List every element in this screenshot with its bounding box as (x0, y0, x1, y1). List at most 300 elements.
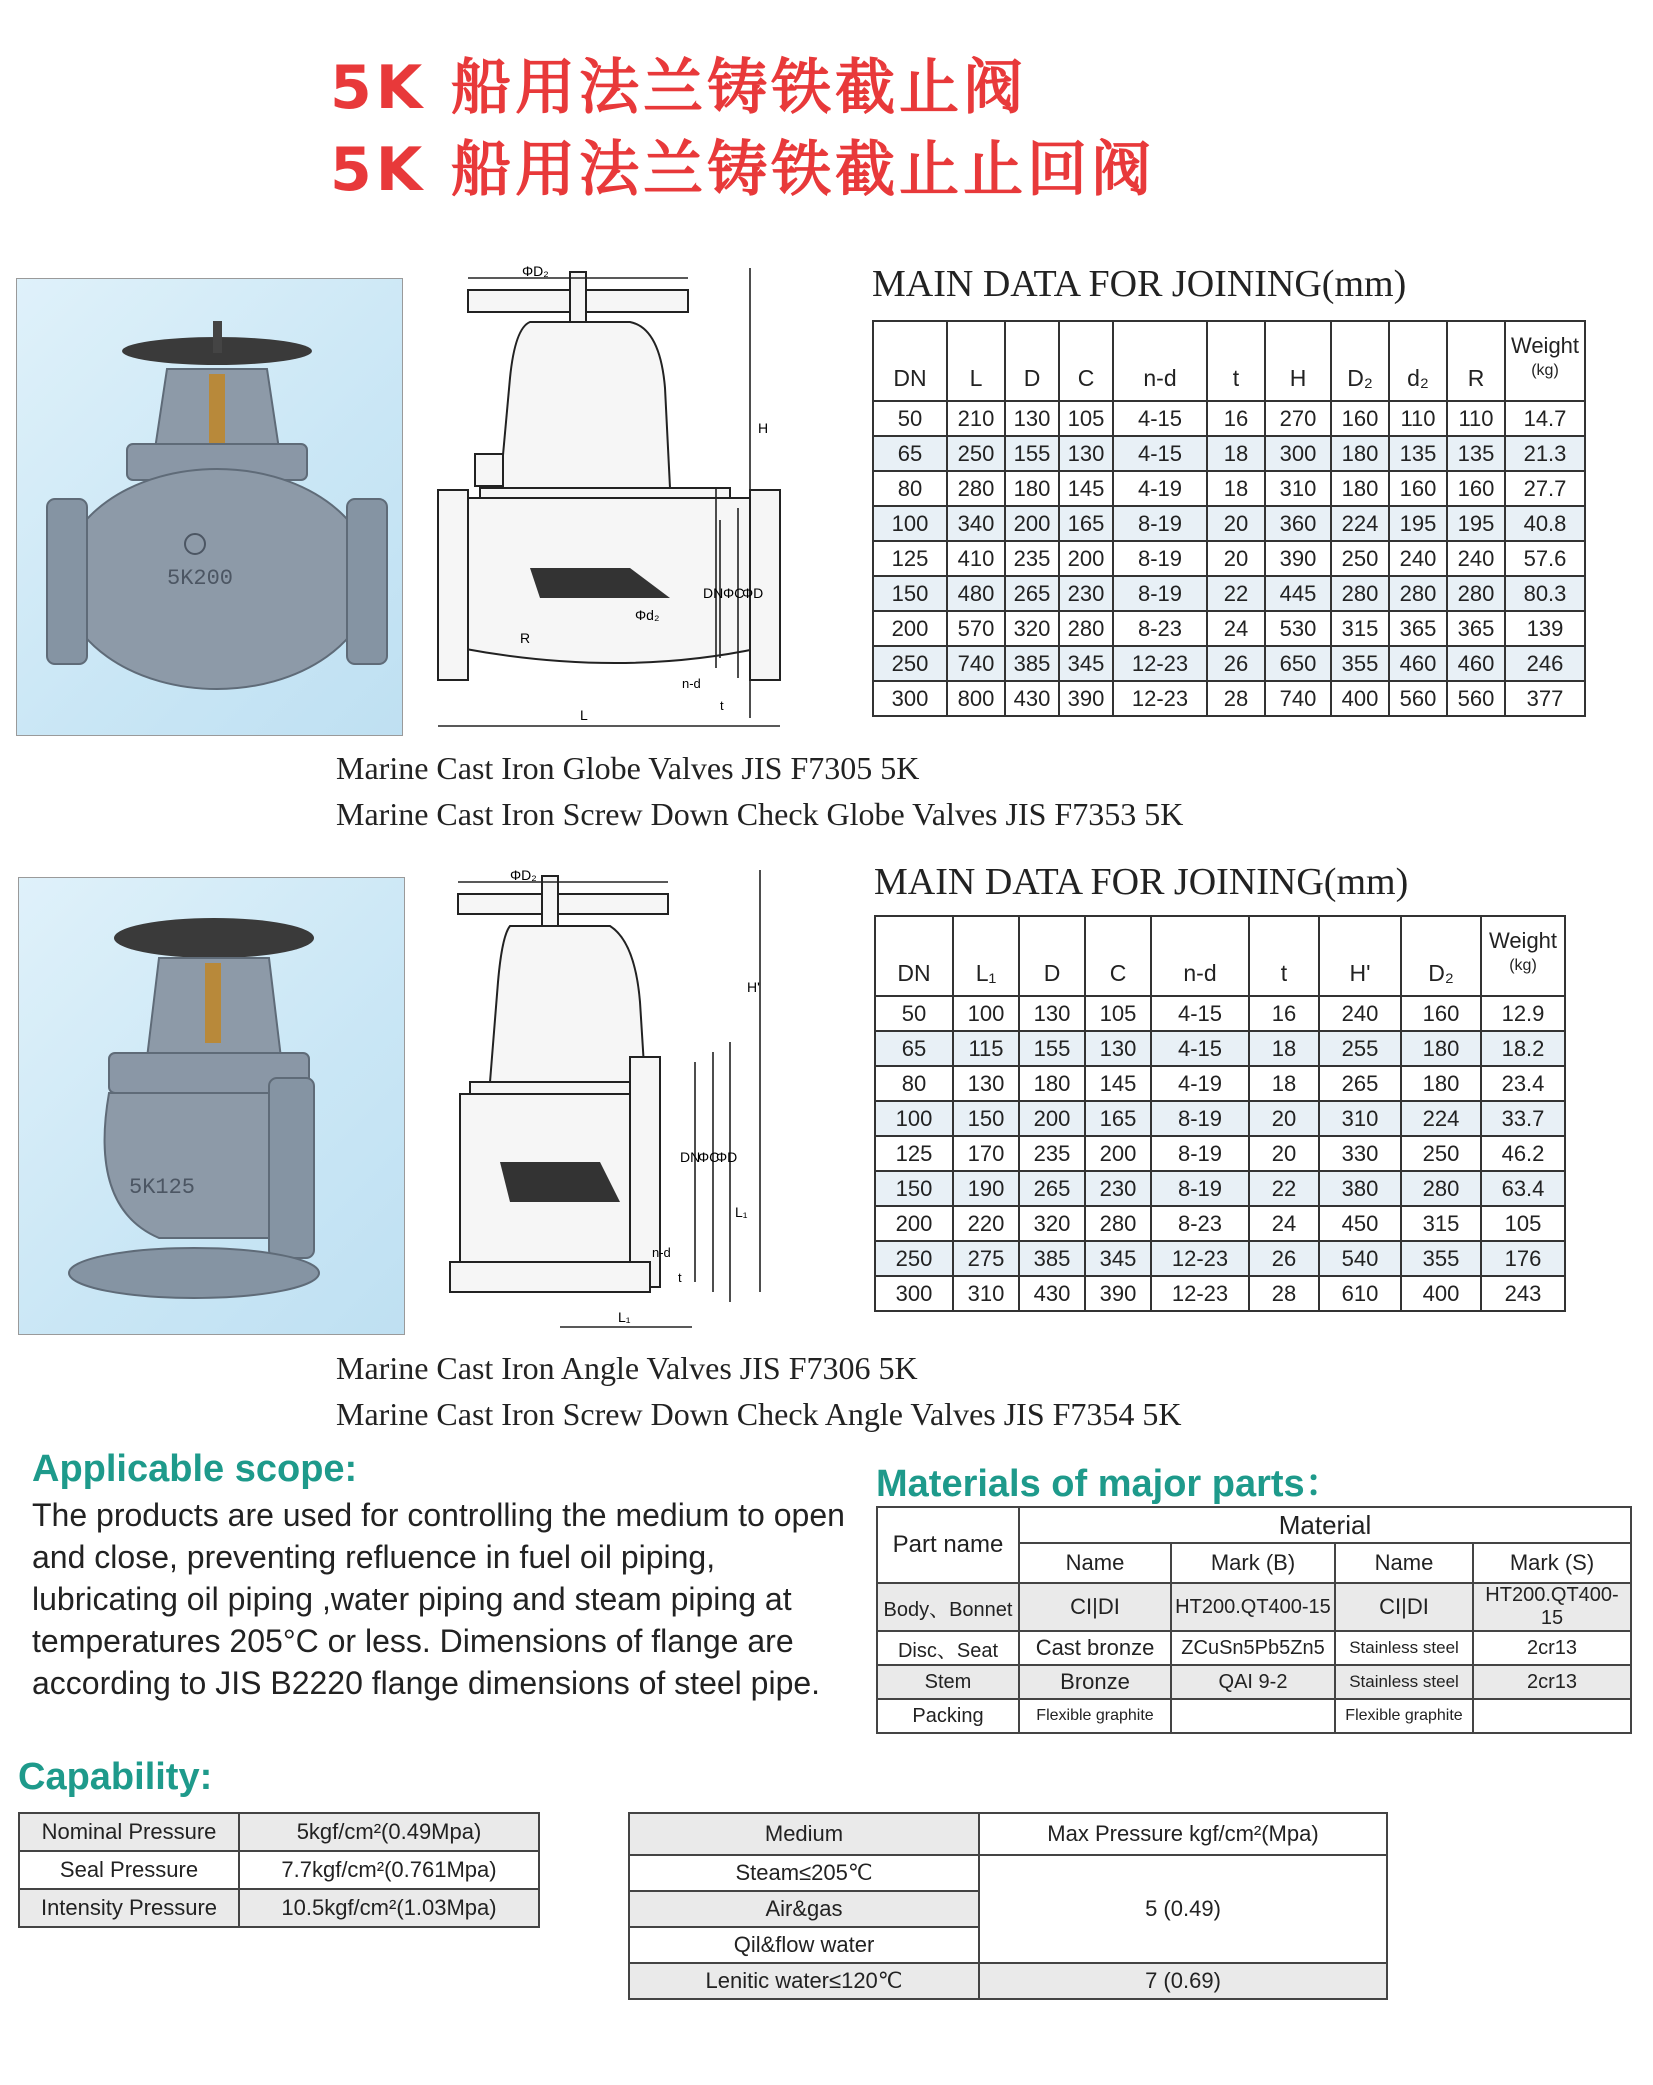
table-row (873, 506, 1585, 541)
sub-header: Mark (B) (1171, 1543, 1335, 1583)
table-row (873, 611, 1585, 646)
medium-value: Air&gas (629, 1891, 979, 1927)
table-cell: 210 (947, 401, 1005, 436)
table-cell: 4-15 (1151, 1031, 1249, 1066)
col-header: C (1085, 916, 1151, 996)
material-cell: Packing (877, 1699, 1019, 1733)
globe-data-table (872, 320, 1586, 717)
col-header: n-d (1113, 321, 1207, 401)
table-cell: 480 (947, 576, 1005, 611)
medium-header: Medium (629, 1813, 979, 1855)
table-row (877, 1699, 1631, 1733)
table-cell: 385 (1005, 646, 1059, 681)
globe-dim-dd2: Φd₂ (635, 607, 660, 623)
table-cell: 4-15 (1113, 401, 1207, 436)
table-row (875, 1206, 1565, 1241)
globe-dim-nd: n-d (682, 676, 701, 691)
angle-dim-h: H' (747, 979, 760, 995)
table-cell: 26 (1207, 646, 1265, 681)
table-cell: 345 (1059, 646, 1113, 681)
table-cell: 155 (1005, 436, 1059, 471)
table-cell: 365 (1389, 611, 1447, 646)
table-cell: 46.2 (1481, 1136, 1565, 1171)
table-cell: 105 (1059, 401, 1113, 436)
table-cell: 18 (1249, 1031, 1319, 1066)
col-header: L (947, 321, 1005, 401)
table-cell: 230 (1085, 1171, 1151, 1206)
globe-dim-t: t (720, 698, 724, 713)
col-header: D₂ (1401, 916, 1481, 996)
material-cell: Body、Bonnet (877, 1583, 1019, 1631)
table-cell: 4-19 (1151, 1066, 1249, 1101)
globe-dim-dn: DN (703, 585, 724, 601)
table-cell: 250 (1401, 1136, 1481, 1171)
table-cell: 20 (1249, 1101, 1319, 1136)
angle-table-body (875, 996, 1565, 1311)
table-cell: 315 (1401, 1206, 1481, 1241)
col-header: D (1005, 321, 1059, 401)
part-name-header: Part name (877, 1507, 1019, 1583)
table-cell: 27.7 (1505, 471, 1585, 506)
table-cell: 100 (873, 506, 947, 541)
material-cell: Flexible graphite (1335, 1699, 1473, 1733)
col-header: D (1019, 916, 1085, 996)
material-cell: Stainless steel (1335, 1665, 1473, 1699)
table-row (19, 1813, 539, 1851)
globe-dim-r: R (520, 630, 531, 646)
capability-label: Seal Pressure (19, 1851, 239, 1889)
table-cell: 125 (875, 1136, 953, 1171)
table-cell: 270 (1265, 401, 1331, 436)
table-cell: 265 (1019, 1171, 1085, 1206)
table-cell: 170 (953, 1136, 1019, 1171)
medium-value: Qil&flow water (629, 1927, 979, 1963)
table-cell: 240 (1447, 541, 1505, 576)
table-cell: 460 (1447, 646, 1505, 681)
table-cell: 115 (953, 1031, 1019, 1066)
scope-heading: Applicable scope: (32, 1448, 358, 1490)
table-cell: 377 (1505, 681, 1585, 716)
angle-valve-drawing (430, 862, 790, 1344)
table-cell: 105 (1085, 996, 1151, 1031)
materials-table (876, 1506, 1632, 1734)
table-cell: 180 (1401, 1031, 1481, 1066)
table-cell: 160 (1447, 471, 1505, 506)
table-cell: 650 (1265, 646, 1331, 681)
table-cell: 430 (1005, 681, 1059, 716)
angle-caption-1: Marine Cast Iron Angle Valves JIS F7306 5K (336, 1350, 918, 1386)
table-cell: 105 (1481, 1206, 1565, 1241)
table-cell: 560 (1389, 681, 1447, 716)
table-cell: 8-19 (1113, 506, 1207, 541)
angle-dim-d: ΦD (716, 1149, 738, 1165)
medium-value: Lenitic water≤120℃ (629, 1963, 979, 1999)
table-cell: 22 (1207, 576, 1265, 611)
material-cell: Cast bronze (1019, 1631, 1171, 1665)
table-cell: 40.8 (1505, 506, 1585, 541)
table-cell: 8-19 (1151, 1136, 1249, 1171)
table-cell: 18 (1249, 1066, 1319, 1101)
globe-dim-l: L (580, 707, 588, 723)
table-cell: 8-19 (1113, 541, 1207, 576)
table-cell: 20 (1207, 541, 1265, 576)
table-cell: 160 (1331, 401, 1389, 436)
table-cell: 250 (875, 1241, 953, 1276)
col-header: C (1059, 321, 1113, 401)
table-cell: 320 (1005, 611, 1059, 646)
angle-data-table (874, 915, 1566, 1312)
material-cell: Disc、Seat (877, 1631, 1019, 1665)
table-cell: 385 (1019, 1241, 1085, 1276)
table-cell: 150 (953, 1101, 1019, 1136)
table-cell: 740 (1265, 681, 1331, 716)
table-row (875, 1241, 1565, 1276)
material-cell (1171, 1699, 1335, 1733)
table-cell: 8-19 (1151, 1101, 1249, 1136)
table-cell: 155 (1019, 1031, 1085, 1066)
table-cell: 16 (1207, 401, 1265, 436)
col-header: n-d (1151, 916, 1249, 996)
table-row (875, 1171, 1565, 1206)
table-cell: 195 (1447, 506, 1505, 541)
col-header: D₂ (1331, 321, 1389, 401)
table-cell: 50 (875, 996, 953, 1031)
table-cell: 250 (873, 646, 947, 681)
table-cell: 12.9 (1481, 996, 1565, 1031)
table-cell: 22 (1249, 1171, 1319, 1206)
table-cell: 130 (1005, 401, 1059, 436)
angle-dim-d2: ΦD₂ (510, 867, 537, 883)
materials-table-body (877, 1583, 1631, 1733)
table-cell: 390 (1265, 541, 1331, 576)
capability-heading: Capability: (18, 1756, 213, 1798)
table-row (873, 646, 1585, 681)
table-cell: 740 (947, 646, 1005, 681)
title-check-valve-cn: 5K 船用法兰铸铁截止止回阀 (330, 135, 1156, 205)
angle-dim-c: ΦC (698, 1149, 720, 1165)
table-cell: 246 (1505, 646, 1585, 681)
col-header-weight (1505, 321, 1585, 401)
col-header: H (1265, 321, 1331, 401)
globe-dim-h: H (758, 420, 769, 436)
weight-label: Weight (1510, 333, 1580, 359)
table-cell: 165 (1085, 1101, 1151, 1136)
table-cell: 280 (947, 471, 1005, 506)
table-cell: 200 (1005, 506, 1059, 541)
globe-dim-c: ΦC (723, 585, 745, 601)
table-cell: 390 (1085, 1276, 1151, 1311)
table-row (875, 1276, 1565, 1311)
pressure-last-value: 7 (0.69) (979, 1963, 1387, 1999)
table-row (873, 471, 1585, 506)
table-cell: 139 (1505, 611, 1585, 646)
table-cell: 560 (1447, 681, 1505, 716)
globe-valve-drawing (420, 258, 820, 740)
table-cell: 530 (1265, 611, 1331, 646)
table-cell: 400 (1331, 681, 1389, 716)
table-cell: 300 (875, 1276, 953, 1311)
table-cell: 280 (1059, 611, 1113, 646)
table-cell: 8-19 (1151, 1171, 1249, 1206)
table-cell: 275 (953, 1241, 1019, 1276)
table-cell: 240 (1389, 541, 1447, 576)
table-cell: 28 (1207, 681, 1265, 716)
table-cell: 50 (873, 401, 947, 436)
table-row (19, 1851, 539, 1889)
table-cell: 355 (1401, 1241, 1481, 1276)
angle-dim-l1b: L₁ (618, 1309, 631, 1325)
material-cell: Stem (877, 1665, 1019, 1699)
table-cell: 150 (873, 576, 947, 611)
table-cell: 320 (1019, 1206, 1085, 1241)
table-cell: 135 (1389, 436, 1447, 471)
table-cell: 450 (1319, 1206, 1401, 1241)
table-cell: 63.4 (1481, 1171, 1565, 1206)
materials-heading: Materials of major parts： (876, 1463, 1343, 1505)
material-cell: QAI 9-2 (1171, 1665, 1335, 1699)
table-cell: 65 (875, 1031, 953, 1066)
table-cell: 8-23 (1113, 611, 1207, 646)
table-cell: 280 (1085, 1206, 1151, 1241)
table-cell: 345 (1085, 1241, 1151, 1276)
material-cell: CI|DI (1335, 1583, 1473, 1631)
table-cell: 365 (1447, 611, 1505, 646)
table-cell: 265 (1005, 576, 1059, 611)
table-cell: 4-15 (1113, 436, 1207, 471)
table-row (875, 1066, 1565, 1101)
table-cell: 130 (1059, 436, 1113, 471)
col-header: DN (873, 321, 947, 401)
table-cell: 18 (1207, 471, 1265, 506)
table-cell: 65 (873, 436, 947, 471)
table-cell: 280 (1389, 576, 1447, 611)
table-cell: 280 (1401, 1171, 1481, 1206)
angle-table-title: MAIN DATA FOR JOINING(mm) (874, 861, 1409, 903)
col-header: t (1207, 321, 1265, 401)
table-row (875, 1031, 1565, 1066)
table-cell: 255 (1319, 1031, 1401, 1066)
table-cell: 445 (1265, 576, 1331, 611)
table-row (877, 1631, 1631, 1665)
table-cell: 80.3 (1505, 576, 1585, 611)
angle-valve-photo (18, 877, 405, 1335)
table-cell: 20 (1249, 1136, 1319, 1171)
table-cell: 57.6 (1505, 541, 1585, 576)
material-cell: 2cr13 (1473, 1631, 1631, 1665)
material-cell: CI|DI (1019, 1583, 1171, 1631)
table-cell: 570 (947, 611, 1005, 646)
table-cell: 380 (1319, 1171, 1401, 1206)
col-header: H' (1319, 916, 1401, 996)
table-cell: 220 (953, 1206, 1019, 1241)
table-row (629, 1963, 1387, 1999)
col-header: L₁ (953, 916, 1019, 996)
table-cell: 80 (873, 471, 947, 506)
col-header-weight (1481, 916, 1565, 996)
table-cell: 165 (1059, 506, 1113, 541)
globe-valve-illustration (17, 279, 402, 735)
globe-valve-photo (16, 278, 403, 736)
table-cell: 26 (1249, 1241, 1319, 1276)
capability-value: 10.5kgf/cm²(1.03Mpa) (239, 1889, 539, 1927)
table-row (873, 576, 1585, 611)
table-cell: 200 (1085, 1136, 1151, 1171)
table-cell: 18.2 (1481, 1031, 1565, 1066)
table-row (875, 1101, 1565, 1136)
table-cell: 190 (953, 1171, 1019, 1206)
table-cell: 300 (873, 681, 947, 716)
angle-caption-2: Marine Cast Iron Screw Down Check Angle Valves JIS F7354 5K (336, 1396, 1182, 1432)
table-cell: 360 (1265, 506, 1331, 541)
table-cell: 250 (1331, 541, 1389, 576)
table-cell: 180 (1401, 1066, 1481, 1101)
table-cell: 430 (1019, 1276, 1085, 1311)
table-row (875, 1136, 1565, 1171)
table-cell: 145 (1085, 1066, 1151, 1101)
capability-table (18, 1812, 540, 1928)
table-cell: 145 (1059, 471, 1113, 506)
table-cell: 130 (1019, 996, 1085, 1031)
globe-table-body (873, 401, 1585, 716)
material-cell: Bronze (1019, 1665, 1171, 1699)
table-cell: 310 (953, 1276, 1019, 1311)
table-cell: 224 (1331, 506, 1389, 541)
table-cell: 130 (953, 1066, 1019, 1101)
table-cell: 110 (1447, 401, 1505, 436)
table-cell: 16 (1249, 996, 1319, 1031)
table-cell: 180 (1331, 436, 1389, 471)
table-cell: 200 (875, 1206, 953, 1241)
globe-caption-1: Marine Cast Iron Globe Valves JIS F7305 5K (336, 750, 920, 786)
table-cell: 180 (1005, 471, 1059, 506)
angle-dim-dn: DN (680, 1149, 701, 1165)
table-cell: 160 (1389, 471, 1447, 506)
capability-label: Nominal Pressure (19, 1813, 239, 1851)
col-header: t (1249, 916, 1319, 996)
max-pressure-header: Max Pressure kgf/cm²(Mpa) (979, 1813, 1387, 1855)
angle-valve-marking: 5K125 (129, 1175, 196, 1200)
table-cell: 176 (1481, 1241, 1565, 1276)
col-header: R (1447, 321, 1505, 401)
table-row (19, 1889, 539, 1927)
table-cell: 100 (875, 1101, 953, 1136)
material-cell: ZCuSn5Pb5Zn5 (1171, 1631, 1335, 1665)
table-cell: 33.7 (1481, 1101, 1565, 1136)
table-row (873, 436, 1585, 471)
table-cell: 200 (873, 611, 947, 646)
table-cell: 125 (873, 541, 947, 576)
sub-header: Name (1019, 1543, 1171, 1583)
sub-header: Name (1335, 1543, 1473, 1583)
table-cell: 280 (1331, 576, 1389, 611)
table-cell: 12-23 (1113, 681, 1207, 716)
table-cell: 18 (1207, 436, 1265, 471)
table-row (877, 1665, 1631, 1699)
table-row (873, 681, 1585, 716)
capability-value: 7.7kgf/cm²(0.761Mpa) (239, 1851, 539, 1889)
table-cell: 200 (1019, 1101, 1085, 1136)
table-cell: 180 (1019, 1066, 1085, 1101)
globe-dim-d: ΦD (742, 585, 764, 601)
table-row (629, 1855, 1387, 1891)
table-cell: 265 (1319, 1066, 1401, 1101)
table-cell: 310 (1265, 471, 1331, 506)
material-cell: Flexible graphite (1019, 1699, 1171, 1733)
table-cell: 243 (1481, 1276, 1565, 1311)
table-cell: 230 (1059, 576, 1113, 611)
table-cell: 135 (1447, 436, 1505, 471)
table-cell: 330 (1319, 1136, 1401, 1171)
table-row (873, 401, 1585, 436)
table-cell: 300 (1265, 436, 1331, 471)
table-cell: 8-23 (1151, 1206, 1249, 1241)
table-cell: 160 (1401, 996, 1481, 1031)
medium-table (628, 1812, 1388, 2000)
weight-label: Weight (1488, 928, 1558, 954)
table-cell: 12-23 (1151, 1241, 1249, 1276)
table-cell: 235 (1019, 1136, 1085, 1171)
table-cell: 240 (1319, 996, 1401, 1031)
globe-caption-2: Marine Cast Iron Screw Down Check Globe Valves JIS F7353 5K (336, 796, 1184, 832)
table-cell: 355 (1331, 646, 1389, 681)
angle-valve-illustration (19, 878, 404, 1334)
table-cell: 195 (1389, 506, 1447, 541)
table-row (877, 1583, 1631, 1631)
material-header: Material (1019, 1507, 1631, 1543)
table-cell: 14.7 (1505, 401, 1585, 436)
col-header: d₂ (1389, 321, 1447, 401)
material-cell: 2cr13 (1473, 1665, 1631, 1699)
table-cell: 4-19 (1113, 471, 1207, 506)
angle-dim-l1: L₁ (735, 1204, 748, 1220)
table-header-row (629, 1813, 1387, 1855)
table-cell: 8-19 (1113, 576, 1207, 611)
table-cell: 540 (1319, 1241, 1401, 1276)
pressure-group-value: 5 (0.49) (979, 1855, 1387, 1963)
table-cell: 460 (1389, 646, 1447, 681)
table-cell: 400 (1401, 1276, 1481, 1311)
table-cell: 280 (1447, 576, 1505, 611)
globe-valve-marking: 5K200 (167, 566, 234, 591)
table-row (875, 996, 1565, 1031)
table-cell: 150 (875, 1171, 953, 1206)
table-cell: 12-23 (1151, 1276, 1249, 1311)
weight-unit: (kg) (1509, 956, 1537, 974)
table-cell: 180 (1331, 471, 1389, 506)
col-header: DN (875, 916, 953, 996)
table-cell: 23.4 (1481, 1066, 1565, 1101)
table-cell: 20 (1207, 506, 1265, 541)
globe-dim-d2: ΦD₂ (522, 263, 549, 279)
table-cell: 21.3 (1505, 436, 1585, 471)
table-cell: 800 (947, 681, 1005, 716)
table-cell: 310 (1319, 1101, 1401, 1136)
angle-dim-t: t (678, 1270, 682, 1285)
table-header-row (875, 916, 1565, 996)
angle-dim-nd: n-d (652, 1245, 671, 1260)
globe-table-title: MAIN DATA FOR JOINING(mm) (872, 263, 1407, 305)
title-globe-valve-cn: 5K 船用法兰铸铁截止阀 (330, 53, 1028, 123)
table-cell: 224 (1401, 1101, 1481, 1136)
table-cell: 24 (1249, 1206, 1319, 1241)
table-cell: 130 (1085, 1031, 1151, 1066)
table-cell: 250 (947, 436, 1005, 471)
table-cell: 28 (1249, 1276, 1319, 1311)
table-cell: 410 (947, 541, 1005, 576)
table-cell: 340 (947, 506, 1005, 541)
capability-value: 5kgf/cm²(0.49Mpa) (239, 1813, 539, 1851)
scope-text: The products are used for controlling the medium to open and close, preventing refluence in fuel oil piping, lubricating oil piping ,water piping and steam piping at temperatures 205°C or less. Dimensions of flange are according to JIS B2220 flange dimensions of steel pipe. (32, 1497, 845, 1701)
